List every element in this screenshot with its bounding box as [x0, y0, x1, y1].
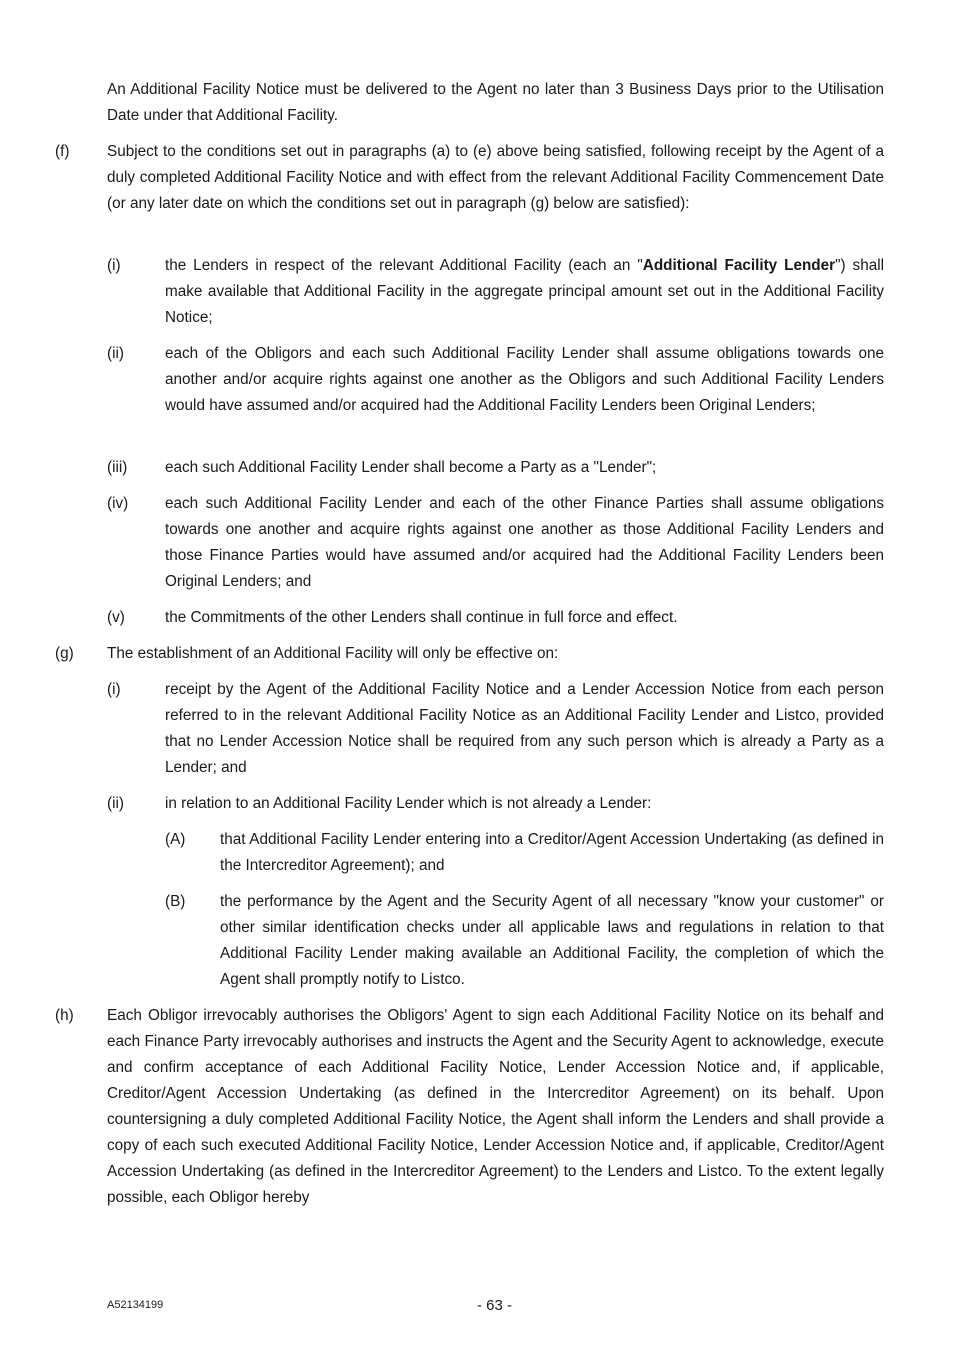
clause-f-i-text: the Lenders in respect of the relevant Additional Facility (each an "Additional Facility Lender") shall make available that Additional Facility in the aggregate principal amount set out in the Additional Facility Notice; — [165, 257, 885, 326]
clause-f-label: (f) — [55, 143, 70, 160]
document-reference: A52134199 — [107, 1299, 164, 1311]
clause-f-iii-text: each such Additional Facility Lender shall become a Party as a "Lender"; — [165, 459, 657, 476]
clause-g-ii-text: in relation to an Additional Facility Lender which is not already a Lender: — [165, 795, 652, 812]
clause-g-i-text: receipt by the Agent of the Additional Facility Notice and a Lender Accession Notice from each person referred to in the relevant Additional Facility Notice as an Additional Facility Lender and Listco, provided that no Lender Accession Notice shall be required from any such person which is already a Party as a Lender; and — [165, 681, 884, 776]
clause-f-ii-label: (ii) — [107, 345, 124, 362]
clause-f-iii-label: (iii) — [107, 459, 128, 476]
clause-f-text: Subject to the conditions set out in paragraphs (a) to (e) above being satisfied, following receipt by the Agent of a duly completed Additional Facility Notice and with effect from the relevant Additional Facility Commencement Date (or any later date on which the conditions set out in paragraph (g) below are satisfied): — [107, 143, 884, 212]
clause-g-label: (g) — [55, 645, 74, 662]
clause-f-ii-text: each of the Obligors and each such Additional Facility Lender shall assume obligations towards one another and/or acquire rights against one another as the Obligors and such Additional Facility Lenders would have assumed and/or acquired had the Additional Facility Lenders been Original Lenders; — [165, 345, 884, 414]
clause-g-text: The establishment of an Additional Facility will only be effective on: — [107, 645, 559, 662]
intro-paragraph: An Additional Facility Notice must be delivered to the Agent no later than 3 Business Days prior to the Utilisation Date under that Additional Facility. — [107, 81, 884, 124]
clause-f-v-label: (v) — [107, 609, 125, 626]
clause-g-ii-label: (ii) — [107, 795, 124, 812]
clause-g-ii-a-text: that Additional Facility Lender entering into a Creditor/Agent Accession Undertaking (as defined in the Intercreditor Agreement); and — [220, 831, 884, 874]
clause-g-ii-b-text: the performance by the Agent and the Security Agent of all necessary "know your customer" or other similar identification checks under all applicable laws and regulations in relation to that Additional Facility Lender making available an Additional Facility, the completion of which the Agent shall promptly notify to Listco. — [220, 893, 884, 988]
clause-g-i-label: (i) — [107, 681, 121, 698]
clause-f-v-text: the Commitments of the other Lenders shall continue in full force and effect. — [165, 609, 678, 626]
clause-g-ii-b-label: (B) — [165, 893, 186, 910]
page-number: - 63 - — [477, 1297, 513, 1314]
clause-f-i-label: (i) — [107, 257, 121, 274]
clause-f-iv-label: (iv) — [107, 495, 129, 512]
clause-g-ii-a-label: (A) — [165, 831, 186, 848]
clause-h-text: Each Obligor irrevocably authorises the Obligors' Agent to sign each Additional Facility Notice on its behalf and each Finance Party irrevocably authorises and instructs the Agent and the Security Agent to acknowledge, execute and confirm acceptance of each Additional Facility Notice, Lender Accession Notice and, if applicable, Creditor/Agent Accession Undertaking (as defined in the Intercreditor Agreement) on its behalf. Upon countersigning a duly completed Additional Facility Notice, the Agent shall inform the Lenders and shall provide a copy of each such executed Additional Facility Notice, Lender Accession Notice and, if applicable, Creditor/Agent Accession Undertaking (as defined in the Intercreditor Agreement) to the Lenders and Listco. To the extent legally possible, each Obligor hereby — [107, 1007, 884, 1206]
clause-h-label: (h) — [55, 1007, 74, 1024]
defined-term: Additional Facility Lender — [642, 257, 836, 274]
clause-f-iv-text: each such Additional Facility Lender and each of the other Finance Parties shall assume obligations towards one another and acquire rights against one another as those Additional Facility Lenders and those Finance Parties would have assumed and/or acquired had the Additional Facility Lenders been Original Lenders; and — [165, 495, 884, 590]
